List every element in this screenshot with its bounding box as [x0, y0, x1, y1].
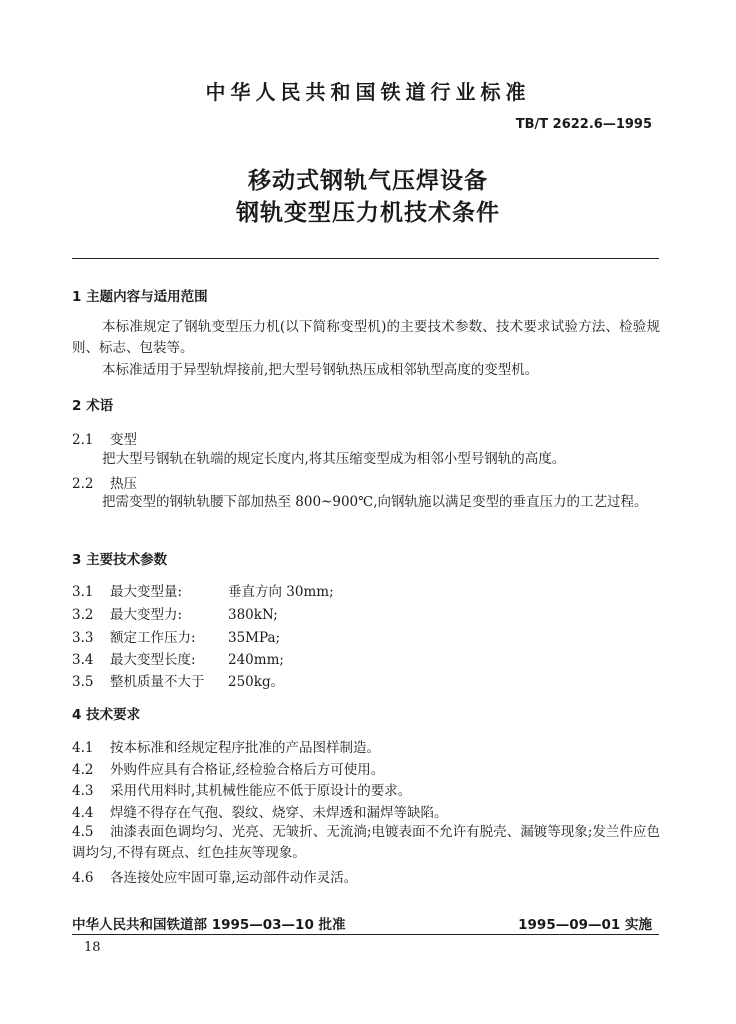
requirement-item [72, 801, 448, 821]
header-divider [72, 258, 659, 259]
requirement-item [72, 736, 380, 756]
page-number: 18 [84, 940, 101, 955]
document-title-line1: 移动式钢轨气压焊设备 [248, 168, 488, 194]
requirement-text: 按本标准和经规定程序批准的产品图样制造。 [110, 740, 380, 756]
footer-divider [72, 934, 659, 935]
standard-number: TB/T 2622.6—1995 [515, 117, 652, 132]
requirement-number: 4.4 [72, 805, 94, 821]
section-1-heading: 1 主题内容与适用范围 [72, 289, 208, 305]
term-2-2-number: 2.2 [72, 476, 94, 492]
approval-line: 中华人民共和国铁道部 1995—03—10 批准 [72, 917, 346, 933]
term-2-2 [72, 472, 137, 492]
param-row [72, 626, 280, 646]
requirement-item [72, 758, 384, 778]
requirement-number: 4.1 [72, 740, 94, 756]
section-1-paragraph-1: 本标准规定了钢轨变型压力机(以下简称变型机)的主要技术参数、技术要求试验方法、检验规则、标志、包装等。 [72, 319, 660, 356]
param-number: 3.2 [72, 607, 94, 623]
param-value: 35MPa; [228, 630, 281, 646]
requirement-number: 4.5 [72, 824, 94, 840]
param-row [72, 648, 284, 668]
param-label: 额定工作压力: [110, 630, 196, 646]
requirement-text: 采用代用料时,其机械性能应不低于原设计的要求。 [110, 783, 412, 799]
param-label: 最大变型长度: [110, 652, 196, 668]
param-number: 3.5 [72, 674, 94, 690]
term-2-2-title: 热压 [110, 476, 137, 492]
requirement-number: 4.3 [72, 783, 94, 799]
requirement-text: 外购件应具有合格证,经检验合格后方可使用。 [110, 762, 385, 778]
requirement-item [72, 779, 411, 799]
param-value: 垂直方向 30mm; [228, 584, 334, 600]
requirement-text: 焊缝不得存在气孢、裂纹、烧穿、未焊透和漏焊等缺陷。 [110, 805, 448, 821]
requirement-item [72, 822, 660, 864]
param-number: 3.4 [72, 652, 94, 668]
section-1-paragraph-2: 本标准适用于异型轨焊接前,把大型号钢轨热压成相邻轨型高度的变型机。 [102, 362, 539, 378]
section-2-heading: 2 术语 [72, 398, 114, 414]
param-row [72, 580, 334, 600]
implementation-date: 1995—09—01 实施 [518, 917, 652, 933]
term-2-2-definition: 把需变型的钢轨轨腰下部加热至 800~900℃,向钢轨施以满足变型的垂直压力的工艺过程。 [102, 494, 648, 510]
param-label: 最大变型量: [110, 584, 183, 600]
requirement-number: 4.6 [72, 870, 94, 886]
param-row [72, 603, 278, 623]
requirement-item [72, 866, 357, 886]
section-4-heading: 4 技术要求 [72, 707, 141, 723]
section-3-heading: 3 主要技术参数 [72, 552, 168, 568]
term-2-1-definition: 把大型号钢轨在轨端的规定长度内,将其压缩变型成为相邻小型号钢轨的高度。 [102, 451, 566, 467]
requirement-number: 4.2 [72, 762, 94, 778]
issuing-agency: 中华人民共和国铁道行业标准 [205, 80, 531, 104]
param-number: 3.3 [72, 630, 94, 646]
requirement-text: 各连接处应牢固可靠,运动部件动作灵活。 [110, 870, 358, 886]
param-number: 3.1 [72, 584, 94, 600]
param-value: 240mm; [228, 652, 284, 668]
term-2-1 [72, 428, 137, 448]
term-2-1-title: 变型 [110, 432, 137, 448]
param-value: 380kN; [228, 607, 278, 623]
requirement-text: 油漆表面色调均匀、光亮、无皱折、无流淌;电镀表面不允许有脱壳、漏镀等现象;发兰件应色调均匀,不得有斑点、红色挂灰等现象。 [72, 824, 660, 861]
document-title-line2: 钢轨变型压力机技术条件 [236, 200, 500, 226]
param-row [72, 670, 284, 690]
term-2-1-number: 2.1 [72, 432, 94, 448]
param-label: 整机质量不大于 [110, 674, 205, 690]
param-label: 最大变型力: [110, 607, 183, 623]
param-value: 250kg。 [228, 674, 285, 690]
